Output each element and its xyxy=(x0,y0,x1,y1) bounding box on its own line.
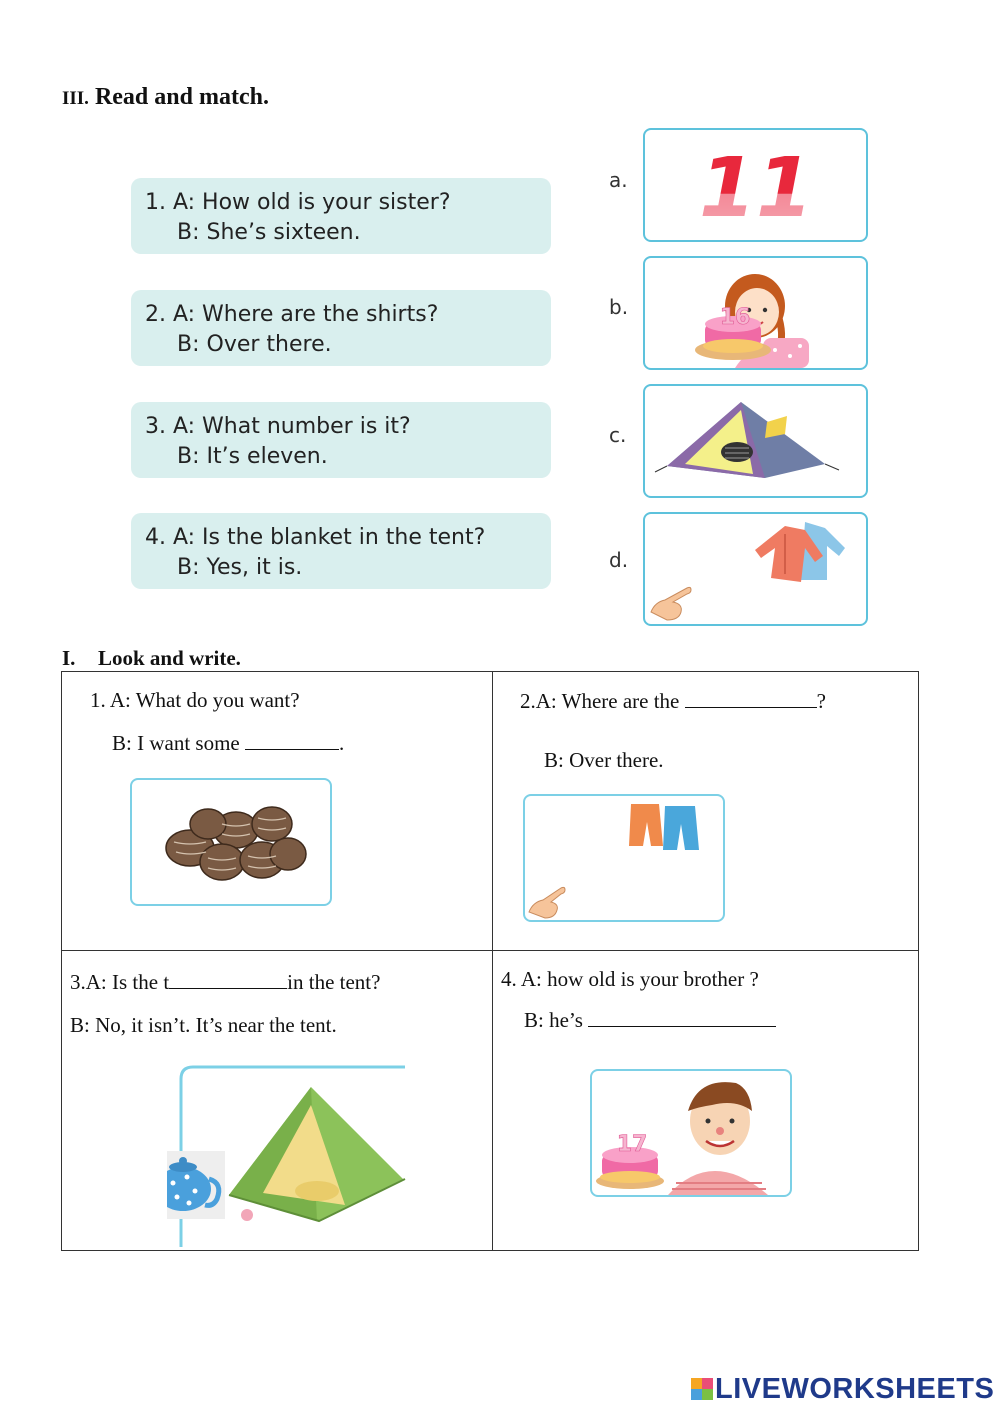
cell-3-answer: B: No, it isn’t. It’s near the tent. xyxy=(70,1013,337,1037)
shorts-pointing-image xyxy=(525,796,723,920)
dialogue-3-line-b: B: It’s eleven. xyxy=(177,444,328,469)
option-letter-a: a. xyxy=(609,168,628,192)
taro-image xyxy=(132,780,330,904)
dialogue-2-line-a: 2. A: Where are the shirts? xyxy=(145,302,439,327)
boy-cake-image xyxy=(592,1071,790,1195)
dialogue-box-4 xyxy=(131,513,551,589)
boy-cake-picture xyxy=(590,1069,792,1197)
shorts-picture xyxy=(523,794,725,922)
number-eleven-text: 11 xyxy=(698,141,814,236)
cake-seventeen-text: 17 xyxy=(616,1132,648,1157)
logo-mark-icon xyxy=(691,1378,713,1400)
cell-3-question: 3.A: Is the t in the tent? xyxy=(70,970,381,994)
teapot-tent-image xyxy=(167,1065,407,1247)
cell-4-answer: B: he’s xyxy=(524,1008,776,1033)
dialogue-box-1 xyxy=(131,178,551,254)
answer-blank-3[interactable] xyxy=(169,970,287,989)
cell-1-answer: B: I want some . xyxy=(112,731,345,755)
dialogue-box-2 xyxy=(131,290,551,366)
option-a-picture[interactable] xyxy=(643,128,868,242)
teapot-tent-picture xyxy=(167,1065,407,1247)
cell-4-question: 4. A: how old is your brother ? xyxy=(501,967,759,991)
answer-blank-2[interactable] xyxy=(685,689,817,708)
option-letter-b: b. xyxy=(609,295,629,319)
girl-cake-image xyxy=(645,258,866,368)
brand-name: LIVEWORKSHEETS xyxy=(715,1372,995,1405)
table-divider-vertical xyxy=(492,672,493,1250)
tent-blanket-image xyxy=(645,386,866,496)
cell-2-answer: B: Over there. xyxy=(544,748,664,772)
liveworksheets-logo xyxy=(691,1373,994,1405)
dialogue-3-line-a: 3. A: What number is it? xyxy=(145,414,411,439)
cell-1-question: 1. A: What do you want? xyxy=(90,688,300,712)
dialogue-1-line-b: B: She’s sixteen. xyxy=(177,220,361,245)
cell-2-question: 2.A: Where are the ? xyxy=(520,689,826,713)
table-divider-horizontal xyxy=(62,950,918,951)
taro-picture xyxy=(130,778,332,906)
look-and-write-table xyxy=(61,671,919,1251)
option-b-picture[interactable] xyxy=(643,256,868,370)
option-letter-d: d. xyxy=(609,548,629,572)
answer-blank-1[interactable] xyxy=(245,731,339,750)
dialogue-4-line-a: 4. A: Is the blanket in the tent? xyxy=(145,525,486,550)
dialogue-box-3 xyxy=(131,402,551,478)
dialogue-4-line-b: B: Yes, it is. xyxy=(177,555,303,580)
option-c-picture[interactable] xyxy=(643,384,868,498)
option-letter-c: c. xyxy=(609,423,627,447)
section-3-title: III. Read and match. xyxy=(62,84,269,110)
answer-blank-4[interactable] xyxy=(588,1008,776,1027)
dialogue-1-line-a: 1. A: How old is your sister? xyxy=(145,190,451,215)
cake-sixteen-text: 16 xyxy=(719,305,751,330)
dialogue-2-line-b: B: Over there. xyxy=(177,332,332,357)
section-1-title: I. Look and write. xyxy=(62,646,241,670)
number-eleven-image xyxy=(645,130,866,240)
option-d-picture[interactable] xyxy=(643,512,868,626)
shirts-pointing-image xyxy=(645,514,866,624)
